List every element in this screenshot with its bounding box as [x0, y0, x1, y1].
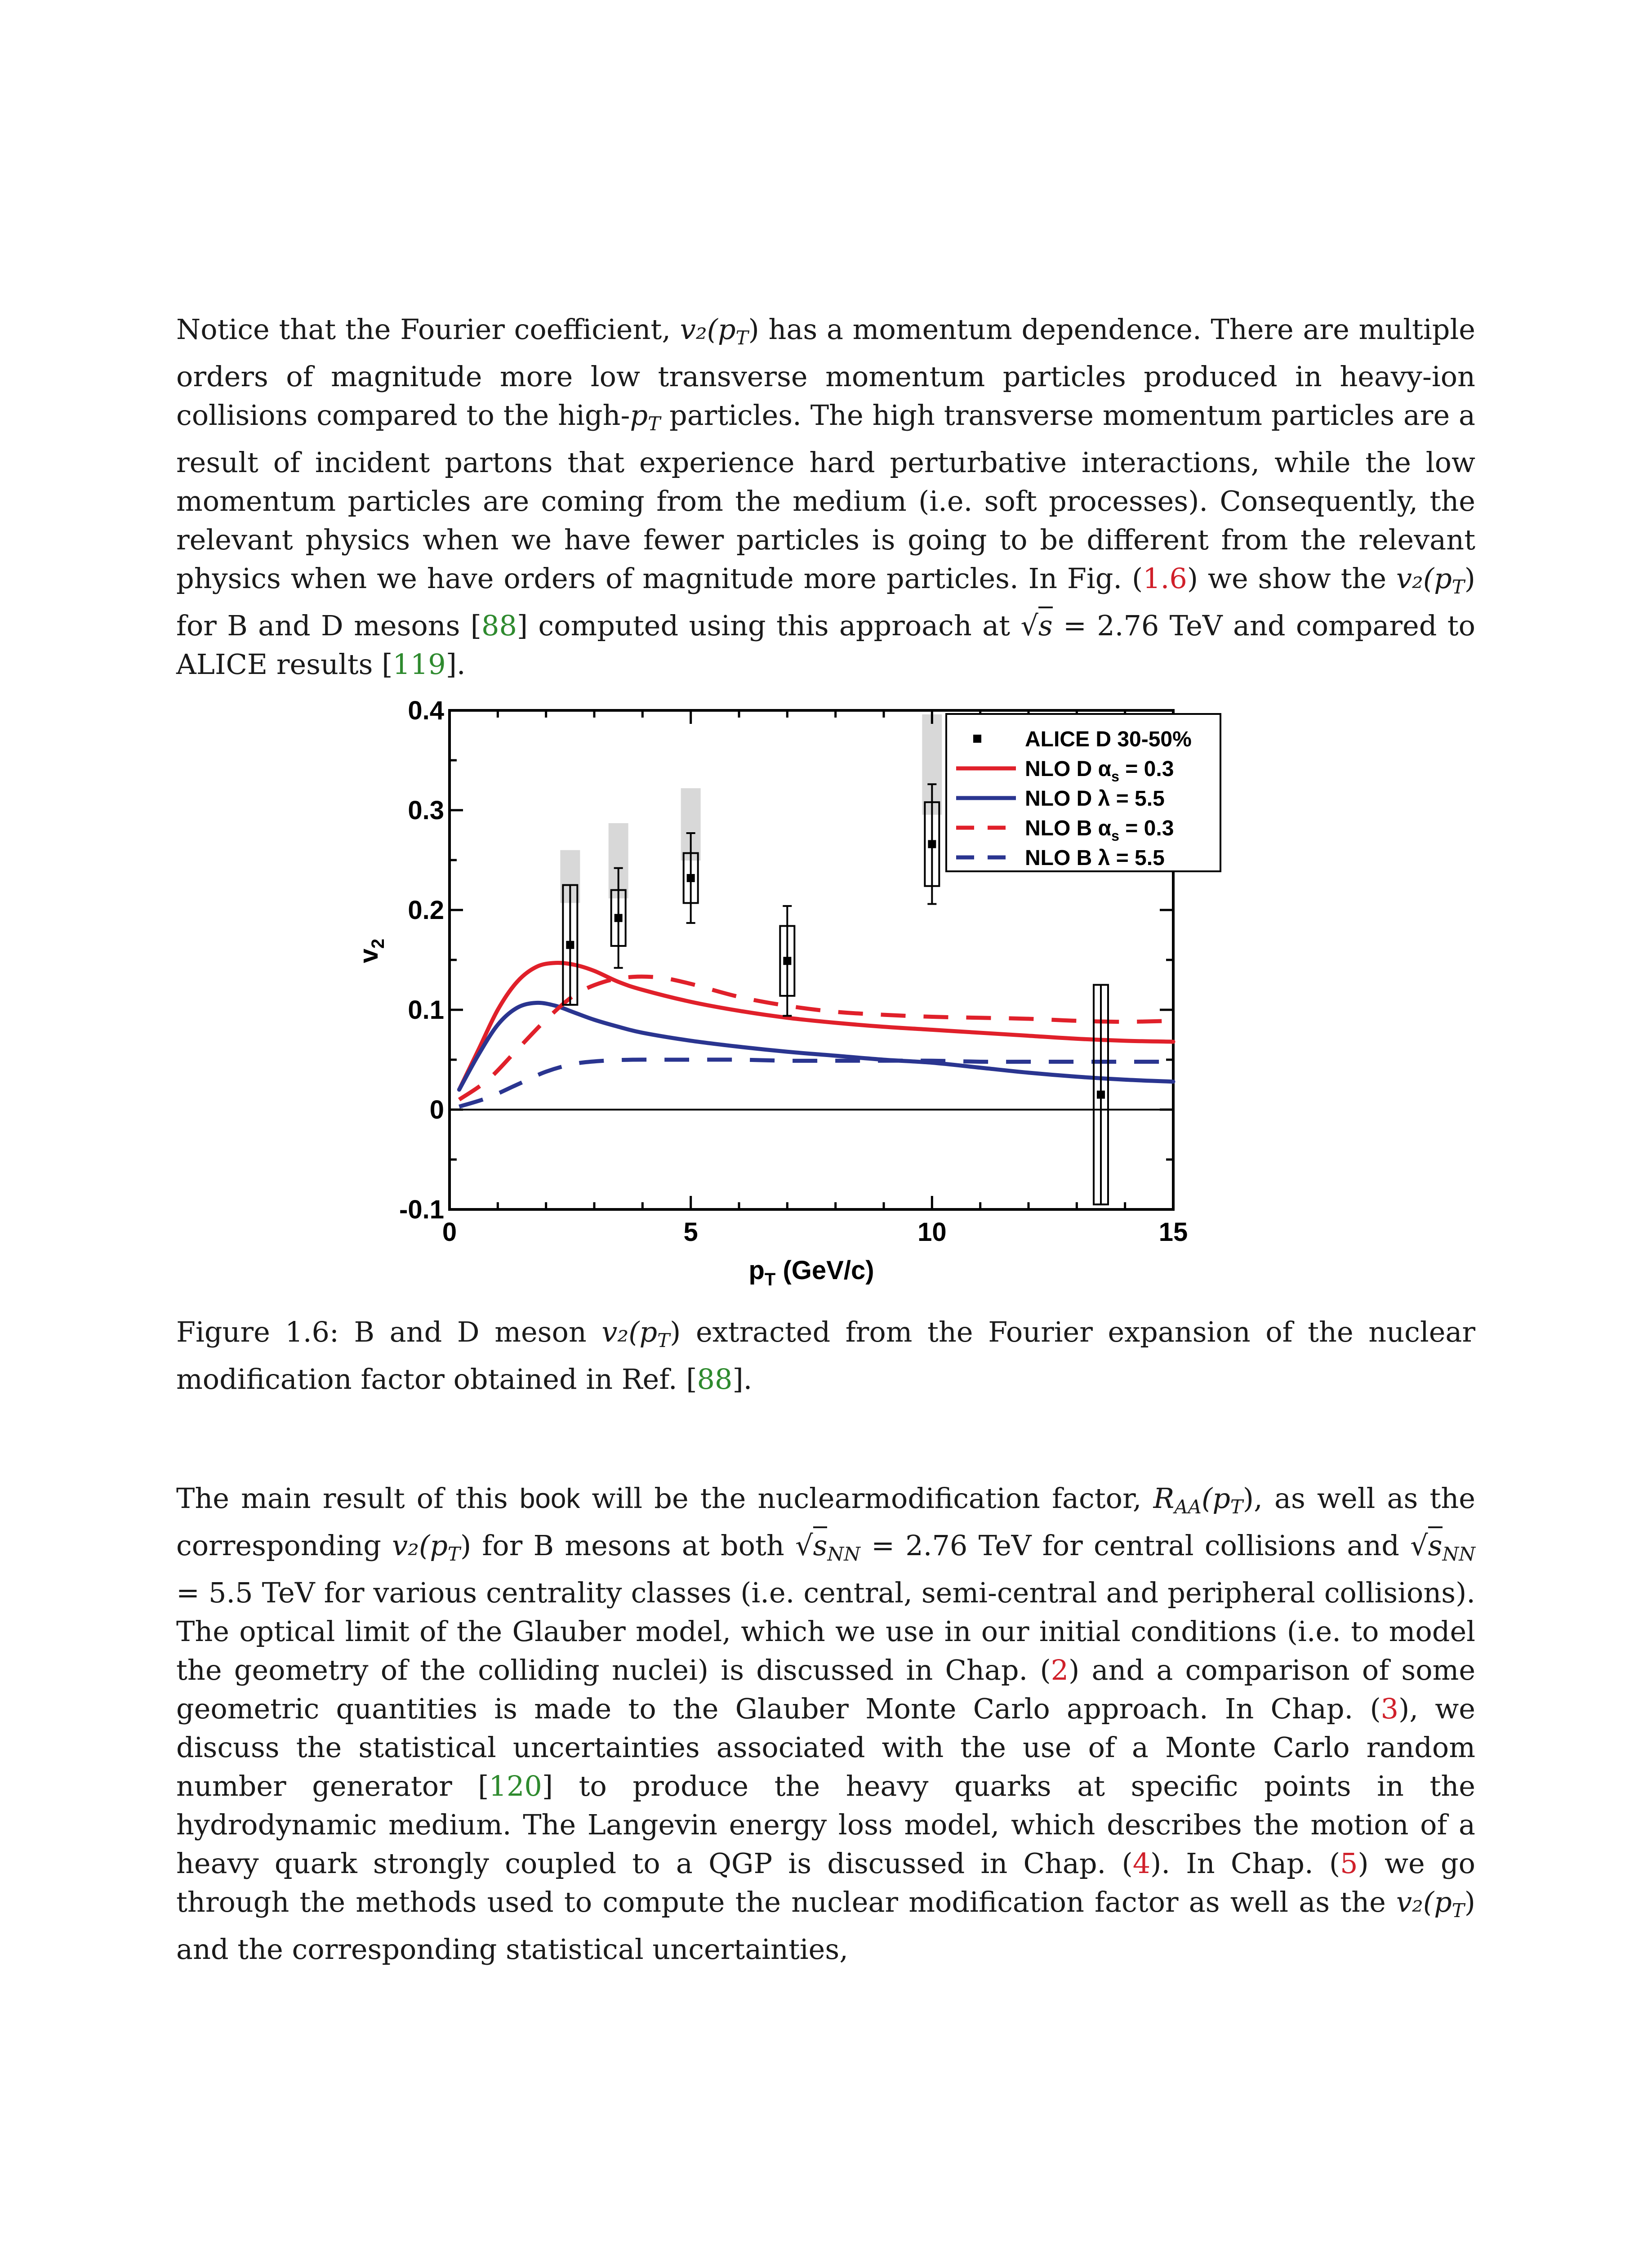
chapter-reference-link[interactable]: 3	[1380, 1692, 1399, 1725]
y-tick-label: 0.4	[408, 696, 444, 725]
y-tick-label: 0	[429, 1095, 444, 1124]
data-point	[783, 957, 791, 965]
x-tick-label: 5	[683, 1218, 698, 1247]
legend-label: ALICE D 30-50%	[1025, 727, 1192, 751]
figure-caption: Figure 1.6: B and D meson $v_2(p_T)$ extracted from the Fourier expansion of the nuclear modification factor obtained in Ref. [88].	[176, 1316, 1475, 1396]
y-tick-label: 0.2	[408, 896, 444, 925]
y-tick-label: 0.3	[408, 796, 444, 825]
data-point	[566, 941, 574, 949]
chapter-reference-link[interactable]: 2	[1051, 1654, 1069, 1686]
legend-marker	[973, 735, 981, 743]
main-result-paragraph: The main result of this book will be the nuclearmodification factor, $R_{AA}(p_T)$, as well as the corresponding $v_2(p_T)$ for B mesons at both $√s_{NN} = 2.76$ TeV for central collisions and $√s_{NN} = 5.5$ TeV for various centrality classes (i.e. central, semi-central and peripheral collisions). The optical limit of the Glauber model, which we use in our initial conditions (i.e. to model the geometry of the colliding nuclei) is discussed in Chap. (2) and a comparison of some geometric quantities is made to the Glauber Monte Carlo approach. In Chap. (3), we discuss the statistical uncertainties associated with the use of a Monte Carlo random number generator [120] to produce the heavy quarks at specific points in the hydrodynamic medium. The Langevin energy loss model, which describes the motion of a heavy quark strongly coupled to a QGP is discussed in Chap. (4). In Chap. (5) we go through the methods used to compute the nuclear modification factor as well as the $v_2(p_T)$ and the corresponding statistical uncertainties,	[176, 1482, 1476, 1966]
legend-label: NLO B $\alpha_s = 0.3$	[1025, 816, 1174, 844]
legend-label: NLO D $\alpha_s = 0.3$	[1025, 757, 1174, 785]
y-tick-label: -0.1	[399, 1195, 444, 1224]
x-axis-label: $p_T$ (GeV/c)	[748, 1256, 874, 1289]
x-tick-label: 15	[1158, 1218, 1188, 1247]
citation-link[interactable]: 88	[481, 609, 517, 642]
data-point	[928, 840, 936, 848]
x-tick-label: 10	[917, 1218, 947, 1247]
chapter-reference-link[interactable]: 4	[1132, 1847, 1151, 1880]
data-point	[614, 914, 623, 922]
citation-link[interactable]: 120	[489, 1770, 542, 1802]
series-line	[459, 963, 1173, 1090]
v2-chart	[351, 688, 1295, 1308]
chapter-reference-link[interactable]: 5	[1340, 1847, 1358, 1880]
series-line	[459, 1003, 1173, 1089]
y-axis-label: $v_2$	[354, 938, 388, 963]
data-point	[687, 874, 695, 882]
legend-label: NLO B λ = 5.5	[1025, 846, 1165, 870]
intro-paragraph: Notice that the Fourier coefficient, $v_2(p_T)$ has a momentum dependence. There are multiple orders of magnitude more low transverse momentum particles produced in heavy-ion collisions compared to the high-$p_T$ particles. The high transverse momentum particles are a result of incident partons that experience hard perturbative interactions, while the low momentum particles are coming from the medium (i.e. soft processes). Consequently, the relevant physics when we have fewer particles is going to be different from the relevant physics when we have orders of magnitude more particles. In Fig. (1.6) we show the $v_2(p_T)$ for B and D mesons [88] computed using this approach at √s = 2.76 TeV and compared to ALICE results [119].	[176, 313, 1476, 681]
legend-label: NLO D λ = 5.5	[1025, 787, 1165, 811]
data-point	[1097, 1091, 1105, 1099]
x-tick-label: 0	[442, 1218, 457, 1247]
figure-reference-link[interactable]: 1.6	[1143, 562, 1187, 595]
y-tick-label: 0.1	[408, 995, 444, 1025]
citation-link[interactable]: 119	[392, 648, 446, 681]
series-line	[459, 1060, 1173, 1107]
citation-link[interactable]: 88	[697, 1363, 733, 1396]
